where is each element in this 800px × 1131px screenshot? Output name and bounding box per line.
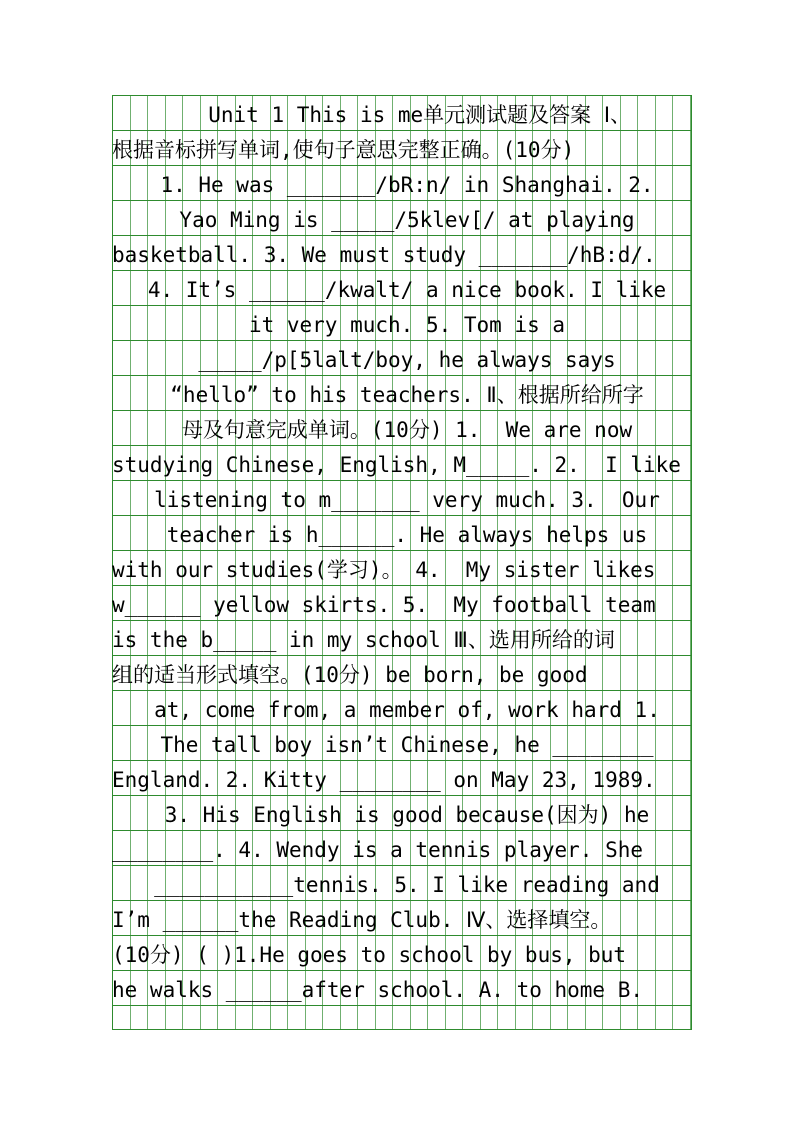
text-line: England. 2. Kitty ________ on May 23, 1989. [112,768,656,792]
text-line: ________. 4. Wendy is a tennis player. She [112,838,644,862]
text-line: I’m ______the Reading Club. Ⅳ、选择填空。 [112,908,612,932]
text-line: w______ yellow skirts. 5. My football team [112,593,656,617]
text-line: teacher is h______. He always helps us [166,523,648,547]
text-line: “hello” to his teachers. Ⅱ、根据所给所字 [170,383,644,407]
text-line: The tall boy isn’t Chinese, he ________ [160,733,654,757]
text-line: studying Chinese, English, M_____. 2. I like [112,453,681,477]
text-line: 根据音标拼写单词,使句子意思完整正确。(10分) [112,138,575,162]
text-line: 3. His English is good because(因为) he [164,803,650,827]
text-line: listening to m_______ very much. 3. Our [154,488,660,512]
text-line: 母及句意完成单词。(10分) 1. We are now [181,418,633,442]
text-line: it very much. 5. Tom is a [248,313,566,337]
document-text [112,95,692,1030]
text-line: Unit 1 This is me单元测试题及答案 Ⅰ、 [182,103,632,127]
text-line: with our studies(学习)。 4. My sister likes [112,558,656,582]
text-line: 组的适当形式填空。(10分) be born, be good [112,663,588,687]
text-line: is the b_____ in my school Ⅲ、选用所给的词 [112,628,615,652]
text-line: 4. It’s ______/kwalt/ a nice book. I like [147,278,667,302]
text-line: (10分) ( )1.He goes to school by bus, but [112,943,627,967]
text-line: at, come from, a member of, work hard 1. [154,698,660,722]
text-line: ___________tennis. 5. I like reading and [154,873,660,897]
text-line: he walks ______after school. A. to home B. [112,978,644,1002]
text-line: basketball. 3. We must study _______/hB:d/. [112,243,656,267]
text-line: Yao Ming is _____/5klev[/ at playing [179,208,635,232]
text-line: 1. He was _______/bR:n/ in Shanghai. 2. [160,173,654,197]
text-line: _____/p[5lalt/boy, he always says [198,348,616,372]
